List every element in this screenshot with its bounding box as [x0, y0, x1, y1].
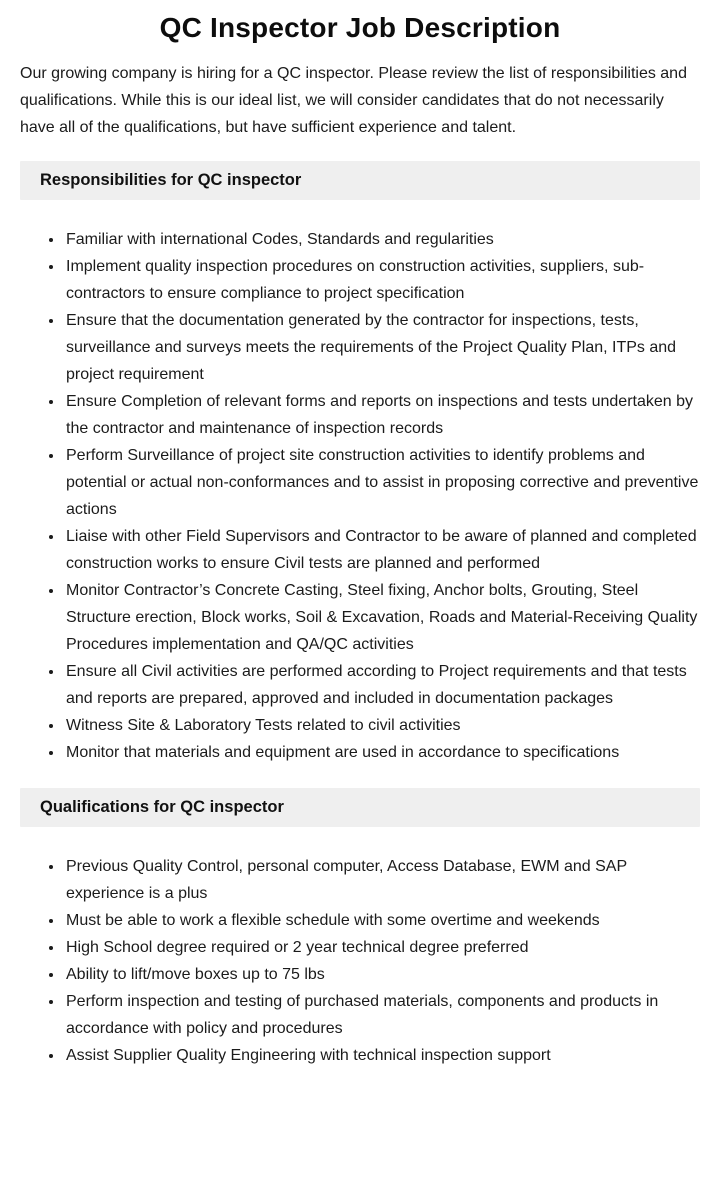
list-item: • Assist Supplier Quality Engineering with technical inspection support — [64, 1042, 700, 1069]
list-item: • Ensure that the documentation generated by the contractor for inspections, tests, surveillance and surveys meets the requirements of the Project Quality Plan, ITPs and project requirement — [64, 307, 700, 388]
responsibilities-heading: Responsibilities for QC inspector — [20, 161, 700, 200]
page-title: QC Inspector Job Description — [159, 12, 561, 43]
list-item: • Perform Surveillance of project site construction activities to identify problems and potential or actual non-conformances and to assist in proposing corrective and preventive actions — [64, 442, 700, 523]
list-item: • Monitor Contractor’s Concrete Casting, Steel fixing, Anchor bolts, Grouting, Steel Structure erection, Block works, Soil & Excavation, Roads and Material-Receiving Quality Procedures implementation and QA/QC activities — [64, 577, 700, 658]
list-item: • High School degree required or 2 year technical degree preferred — [64, 934, 700, 961]
intro-paragraph: Our growing company is hiring for a QC inspector. Please review the list of responsibilities and qualifications. While this is our ideal list, we will consider candidates that do not necessarily have all of the qualifications, but have sufficient experience and talent. — [20, 65, 687, 136]
responsibilities-list — [20, 226, 700, 766]
qualifications-list — [20, 853, 700, 1069]
list-item: • Monitor that materials and equipment are used in accordance to specifications — [64, 739, 700, 766]
list-item: • Ensure Completion of relevant forms and reports on inspections and tests undertaken by the contractor and maintenance of inspection records — [64, 388, 700, 442]
section-qualifications — [20, 788, 700, 1069]
list-item: • Witness Site & Laboratory Tests related to civil activities — [64, 712, 700, 739]
list-item: • Implement quality inspection procedures on construction activities, suppliers, sub-contractors to ensure compliance to project specification — [64, 253, 700, 307]
list-item: • Perform inspection and testing of purchased materials, components and products in accordance with policy and procedures — [64, 988, 700, 1042]
list-item: • Familiar with international Codes, Standards and regularities — [64, 226, 700, 253]
section-responsibilities — [20, 161, 700, 766]
list-item: • Liaise with other Field Supervisors and Contractor to be aware of planned and completed construction works to ensure Civil tests are planned and performed — [64, 523, 700, 577]
qualifications-heading: Qualifications for QC inspector — [20, 788, 700, 827]
list-item: • Ability to lift/move boxes up to 75 lbs — [64, 961, 700, 988]
list-item: • Must be able to work a flexible schedule with some overtime and weekends — [64, 907, 700, 934]
list-item: • Previous Quality Control, personal computer, Access Database, EWM and SAP experience is a plus — [64, 853, 700, 907]
list-item: • Ensure all Civil activities are performed according to Project requirements and that tests and reports are prepared, approved and included in documentation packages — [64, 658, 700, 712]
